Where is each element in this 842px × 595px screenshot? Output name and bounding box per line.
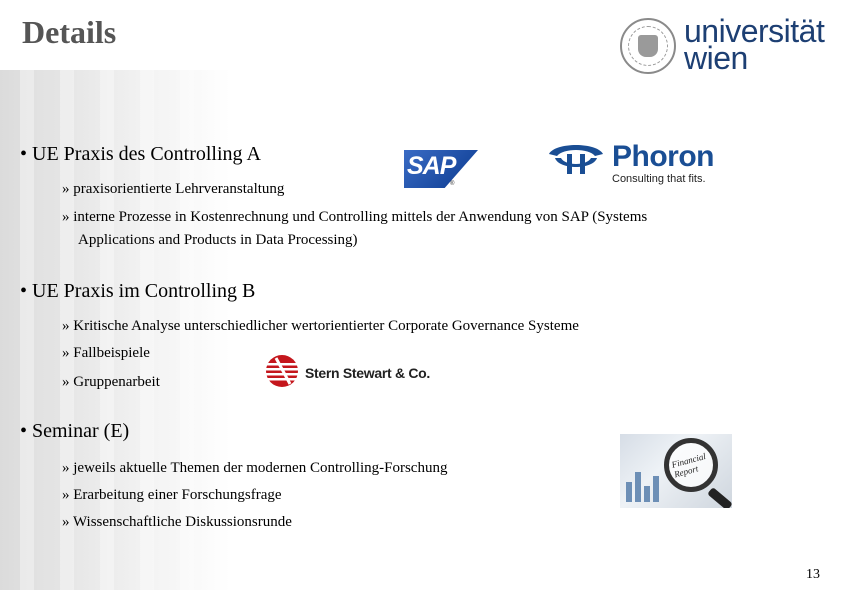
slide-title: Details bbox=[22, 14, 117, 50]
university-logo-line2: wien bbox=[684, 40, 748, 76]
bullet-e3: » Wissenschaftliche Diskussionsrunde bbox=[62, 514, 292, 530]
bullet-e1: » jeweils aktuelle Themen der modernen Controlling-Forschung bbox=[62, 460, 448, 476]
sap-registered-mark: ® bbox=[450, 181, 455, 187]
financial-report-magnifier-image bbox=[620, 434, 732, 508]
phoron-logo-name: Phoron bbox=[612, 140, 714, 173]
bullet-e2: » Erarbeitung einer Forschungsfrage bbox=[62, 487, 282, 503]
page-number: 13 bbox=[806, 567, 820, 582]
university-seal-core bbox=[638, 35, 658, 57]
sap-logo-text: SAP bbox=[407, 152, 456, 180]
bullet-a1: » praxisorientierte Lehrveranstaltung bbox=[62, 181, 285, 197]
section-heading-a: • UE Praxis des Controlling A bbox=[20, 143, 261, 165]
bullet-b3: » Gruppenarbeit bbox=[62, 374, 160, 390]
phoron-logo-icon bbox=[545, 140, 607, 178]
university-logo bbox=[684, 13, 825, 76]
section-heading-b: • UE Praxis im Controlling B bbox=[20, 280, 256, 302]
phoron-logo-tagline: Consulting that fits. bbox=[612, 173, 706, 185]
bullet-b2: » Fallbeispiele bbox=[62, 345, 150, 361]
stern-stewart-logo-name: Stern Stewart & Co. bbox=[305, 365, 430, 381]
bullet-a2: » interne Prozesse in Kostenrechnung und Controlling mittels der Anwendung von SAP (Systems bbox=[62, 209, 648, 225]
bullet-a2-cont: Applications and Products in Data Processing) bbox=[78, 232, 358, 248]
bullet-b1: » Kritische Analyse unterschiedlicher wertorientierter Corporate Governance Systeme bbox=[62, 318, 579, 334]
report-image-label: Financial Report bbox=[670, 451, 707, 480]
stern-stewart-logo-icon bbox=[264, 354, 300, 388]
university-logo-line1: universität bbox=[684, 13, 825, 49]
section-heading-e: • Seminar (E) bbox=[20, 420, 130, 442]
